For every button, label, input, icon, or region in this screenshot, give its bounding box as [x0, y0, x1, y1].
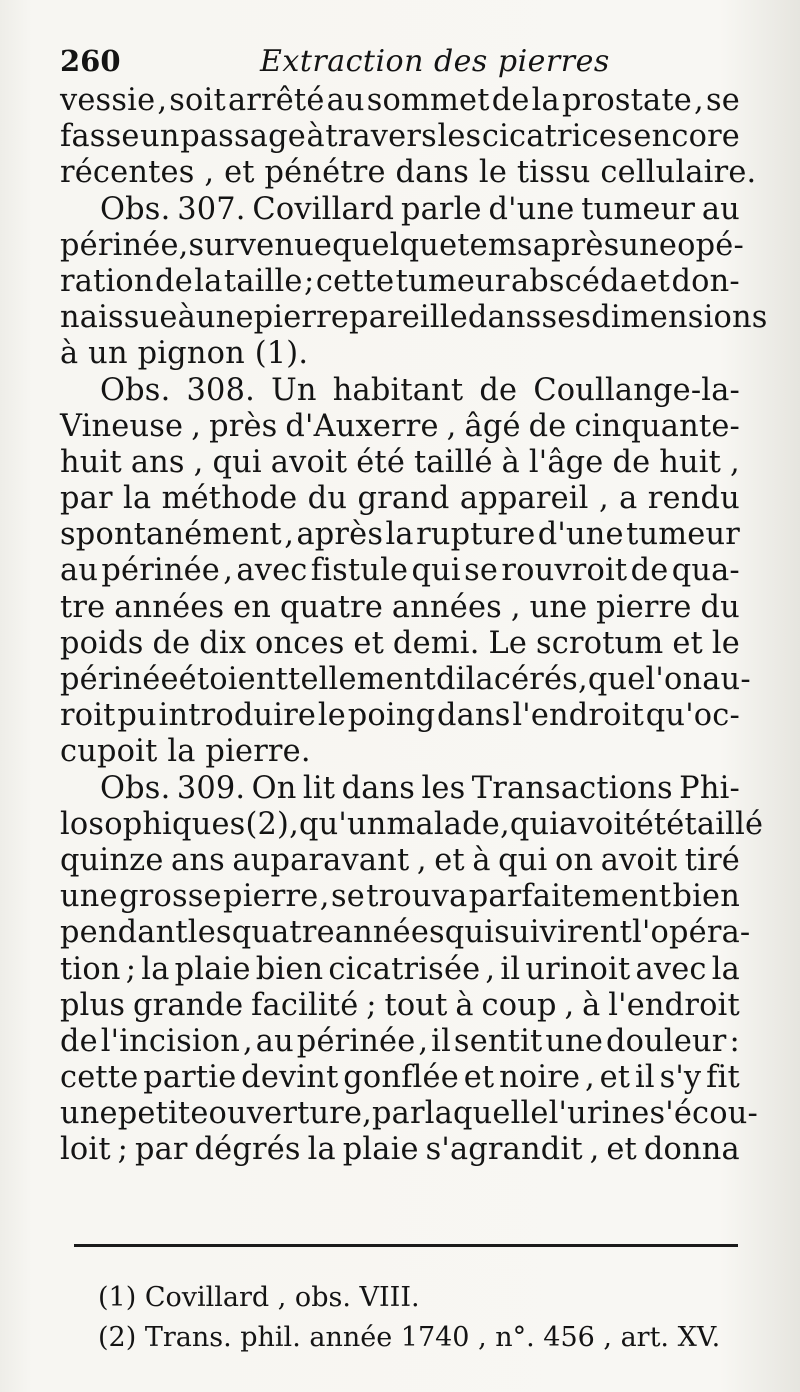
text-line: au périnée , avec fistule qui se rouvroit de qua-: [60, 553, 740, 589]
text-line: à un pignon (1).: [60, 336, 309, 372]
text-line: Obs. 308. Un habitant de Coullange-la-: [100, 372, 740, 408]
text-line: tion ; la plaie bien cicatrisée , il urinoit avec la: [60, 951, 740, 987]
text-line: loit ; par dégrés la plaie s'agrandit , et donna: [60, 1132, 740, 1168]
text-line: spontanément , après la rupture d'une tumeur: [60, 517, 740, 553]
text-line: poids de dix onces et demi. Le scrotum et le: [60, 625, 740, 661]
text-line: périnée étoient tellement dilacérés , que l'on au-: [60, 662, 751, 697]
body-text: [60, 83, 768, 1169]
footnote: (2) Trans. phil. année 1740 , n°. 456 , art. XV.: [98, 1322, 721, 1353]
text-line: quinze ans auparavant , et à qui on avoit tiré: [60, 842, 740, 878]
text-line: losophiques (2) , qu'un malade, qui avoit été taillé: [60, 806, 764, 842]
text-line: Vineuse , près d'Auxerre , âgé de cinquante-: [60, 408, 740, 444]
text-line: plus grande facilité ; tout à coup , à l'endroit: [60, 987, 740, 1023]
text-line: par la méthode du grand appareil , a rendu: [60, 481, 740, 517]
page-number: 260: [60, 44, 121, 78]
text-line: Obs. 309. On lit dans les Transactions Phi-: [100, 770, 740, 806]
text-line: de l'incision , au périnée , il sentit une douleur :: [60, 1023, 740, 1059]
text-line: une grosse pierre , se trouva parfaitement bien: [60, 879, 740, 915]
text-line: cette partie devint gonflée et noire , et il s'y fit: [60, 1060, 740, 1096]
text-line: périnée , survenue quelque tems après une opé-: [60, 227, 744, 263]
text-line: tre années en quatre années , une pierre du: [60, 589, 740, 625]
footnotes: [98, 1278, 738, 1358]
text-line: pendant les quatre années qui suivirent l'opéra-: [60, 915, 751, 951]
text-line: fasse un passage à travers les cicatrices encore: [60, 119, 740, 155]
footnote-rule: [74, 1244, 738, 1247]
text-line: na issue à une pierre pareille dans ses dimensions: [60, 300, 768, 336]
footnote: (1) Covillard , obs. VIII.: [98, 1282, 420, 1313]
running-title: Extraction des pierres: [260, 44, 610, 79]
text-line: ration de la taille ; cette tumeur abscéda et don-: [60, 263, 740, 299]
text-line: vessie , soit arrêté au sommet de la prostate , se: [60, 83, 740, 118]
text-line: Obs. 307. Covillard parle d'une tumeur au: [100, 191, 740, 227]
text-line: huit ans , qui avoit été taillé à l'âge de huit ,: [60, 444, 740, 480]
page-header: [60, 40, 740, 84]
text-line: roit pu introduire le poing dans l'endroit qu'oc-: [60, 698, 740, 734]
text-line: cupoit la pierre.: [60, 734, 311, 770]
text-line: une petite ouverture, par laquelle l'urine s'écou-: [60, 1096, 758, 1132]
text-line: récentes , et pénétre dans le tissu cellulaire.: [60, 155, 757, 191]
